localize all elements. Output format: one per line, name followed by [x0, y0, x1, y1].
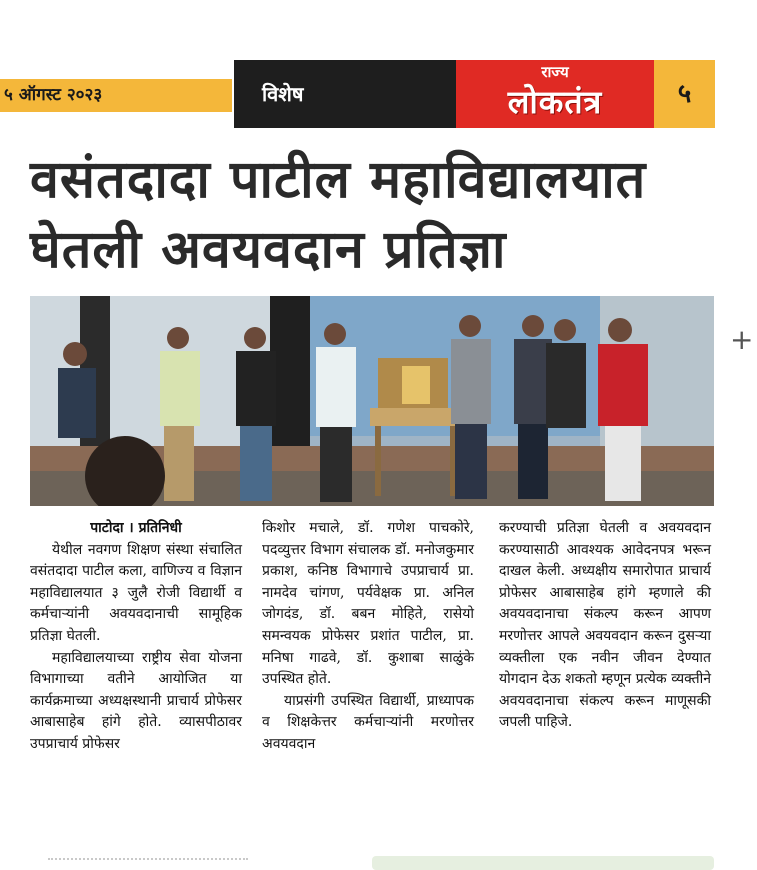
- article-paragraph: करण्याची प्रतिज्ञा घेतली व अवयवदान करण्यासाठी आवश्यक आवेदनपत्र भरून दाखल केली. अध्यक्षीय समारोपात प्राचार्य प्रोफेसर आबासाहेब हांगे म्हणाले की अवयवदानाचा संकल्प करून आपण मरणोत्तर आपले अवयवदान करून दुसऱ्या व्यक्तीला एक नवीन जीवन देण्यात योगदान देऊ शकतो म्हणून प्रत्येक व्यक्तीने अवयवदानाचा संकल्प करून माणूसकी जपली पाहिजे.: [499, 520, 711, 731]
- section-label: विशेष: [234, 60, 456, 128]
- issue-date: ५ ऑगस्ट २०२३: [0, 79, 232, 112]
- article-photo: [30, 296, 714, 506]
- article-paragraph: किशोर मचाले, डॉ. गणेश पाचकोरे, पदव्युत्तर विभाग संचालक डॉ. मनोजकुमार प्रकाश, कनिष्ठ विभागाचे उपप्राचार्य प्रा. नामदेव चांगण, पर्यवेक्षक प्रा. अनिल जोगदंड, डॉ. बबन मोहिते, रासेयो समन्वयक प्रोफेसर प्रशांत पाटील, प्रा. मनिषा गाढवे, डॉ. कुशाबा साळुंके उपस्थित होते.: [262, 520, 474, 688]
- article-column-3: [499, 518, 711, 734]
- article-byline: पाटोदा । प्रतिनिधी: [90, 520, 182, 536]
- page-number: ५: [654, 60, 715, 128]
- article-paragraph: येथील नवगण शिक्षण संस्था संचालित वसंतदादा पाटील कला, वाणिज्य व विज्ञान महाविद्यालयात ३ जुलै रोजी विद्यार्थी व कर्मचाऱ्यांनी अवयवदानाची सामूहिक प्रतिज्ञा घेतली.: [30, 541, 242, 644]
- divider: [48, 858, 248, 866]
- article-column-1: [30, 518, 242, 756]
- article-column-2: [262, 518, 474, 756]
- article-headline: वसंतदादा पाटील महाविद्यालयात घेतली अवयवदान प्रतिज्ञा: [30, 150, 647, 280]
- newspaper-logo: [456, 60, 654, 128]
- logo-small-text: राज्य: [541, 63, 569, 81]
- logo-main-text: लोकतंत्र: [507, 83, 603, 121]
- article-paragraph: याप्रसंगी उपस्थित विद्यार्थी, प्राध्यापक व शिक्षकेत्तर कर्मचाऱ्यांनी मरणोत्तर अवयवदान: [262, 692, 474, 752]
- article-paragraph: महाविद्यालयाच्या राष्ट्रीय सेवा योजना विभागाच्या वतीने आयोजित या कार्यक्रमाच्या अध्यक्षस्थानी प्राचार्य प्रोफेसर आबासाहेब हांगे होते. व्यासपीठावर उपप्राचार्य प्रोफेसर: [30, 649, 242, 752]
- plus-icon: +: [730, 323, 754, 356]
